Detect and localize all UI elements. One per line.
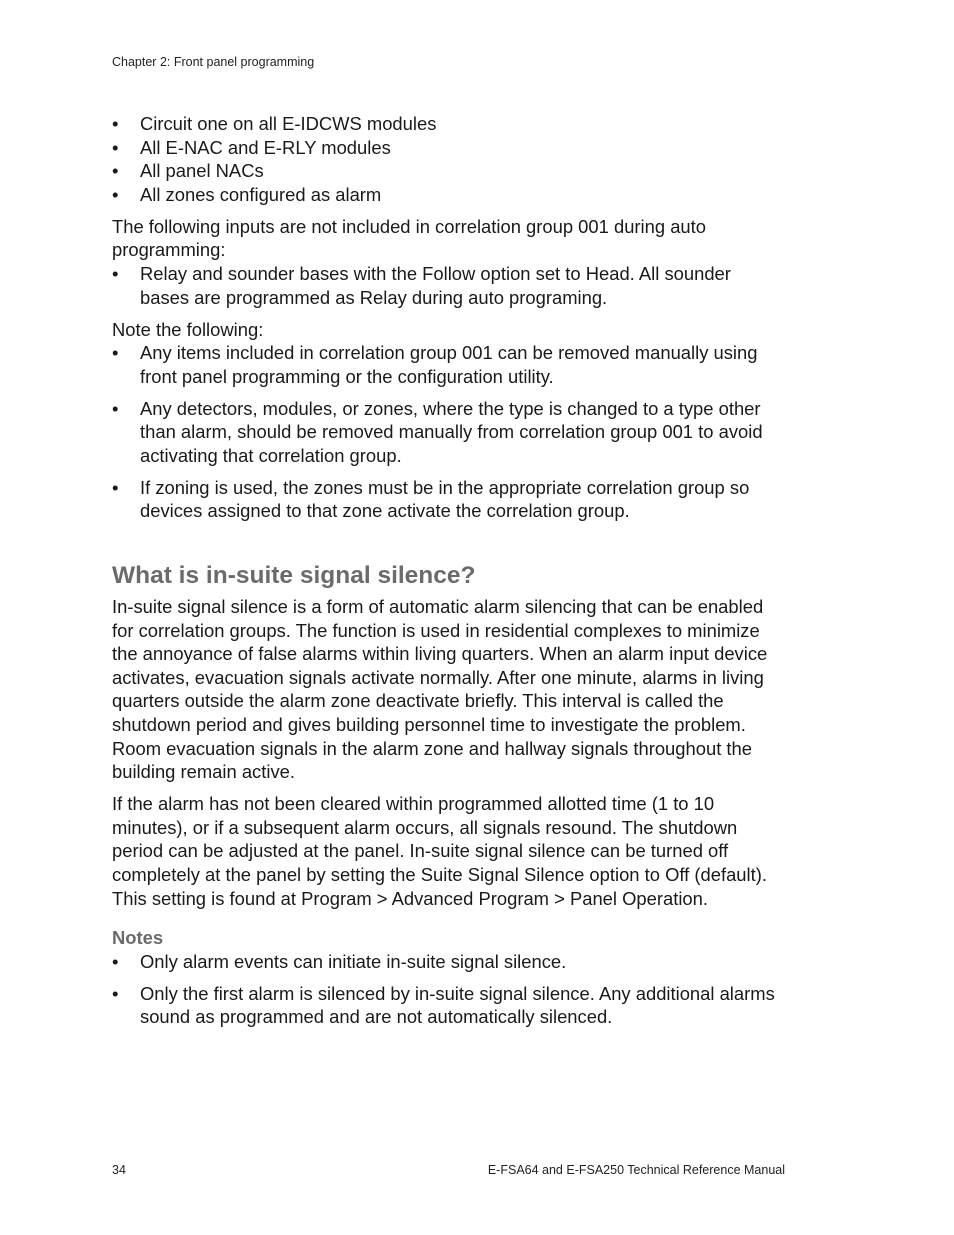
list-item: • Circuit one on all E-IDCWS modules	[112, 112, 784, 136]
section-paragraph-1: In-suite signal silence is a form of automatic alarm silencing that can be enabled for correlation groups. The function is used in residential complexes to minimize the annoyance of false alarms within living quarters. When an alarm input device activates, evacuation signals activate normally. After one minute, alarms in living quarters outside the alarm zone deactivate briefly. This interval is called the shutdown period and gives building personnel time to investigate the problem. Room evacuation signals in the alarm zone and hallway signals throughout the building remain active.	[112, 596, 768, 783]
list-item: • All zones configured as alarm	[112, 183, 784, 207]
list-item: • All panel NACs	[112, 159, 784, 183]
list-item: • If zoning is used, the zones must be in the appropriate correlation group so devices assigned to that zone activate the correlation group.	[112, 476, 784, 523]
note-list	[112, 341, 784, 523]
page-number: 34	[112, 1163, 126, 1177]
list-item: • All E-NAC and E-RLY modules	[112, 136, 784, 160]
list-item: • Only alarm events can initiate in-suite signal silence.	[112, 950, 784, 974]
section-heading: What is in-suite signal silence?	[112, 562, 476, 590]
list-item: • Any items included in correlation group 001 can be removed manually using front panel programming or the configuration utility.	[112, 341, 784, 388]
page-body	[112, 112, 784, 1029]
note-intro: Note the following:	[112, 318, 264, 340]
list-item: • Any detectors, modules, or zones, where the type is changed to a type other than alarm, should be removed manually from correlation group 001 to avoid activating that correlation group.	[112, 397, 784, 468]
running-header: Chapter 2: Front panel programming	[112, 55, 315, 69]
list-item: • Only the first alarm is silenced by in-suite signal silence. Any additional alarms sound as programmed and are not automatically silenced.	[112, 982, 784, 1029]
included-items-list	[112, 112, 784, 206]
manual-title: E-FSA64 and E-FSA250 Technical Reference Manual	[487, 1163, 785, 1177]
section-paragraph-2: If the alarm has not been cleared within programmed allotted time (1 to 10 minutes), or if a subsequent alarm occurs, all signals resound. The shutdown period can be adjusted at the panel. In-suite signal silence can be turned off completely at the panel by setting the Suite Signal Silence option to Off (default). This setting is found at Program > Advanced Program > Panel Operation.	[112, 793, 767, 909]
notes-list	[112, 950, 784, 1029]
notes-heading: Notes	[112, 927, 164, 949]
not-included-list	[112, 262, 784, 309]
not-included-intro: The following inputs are not included in correlation group 001 during auto programming:	[112, 215, 706, 261]
list-item: • Relay and sounder bases with the Follow option set to Head. All sounder bases are programmed as Relay during auto programing.	[112, 262, 784, 309]
